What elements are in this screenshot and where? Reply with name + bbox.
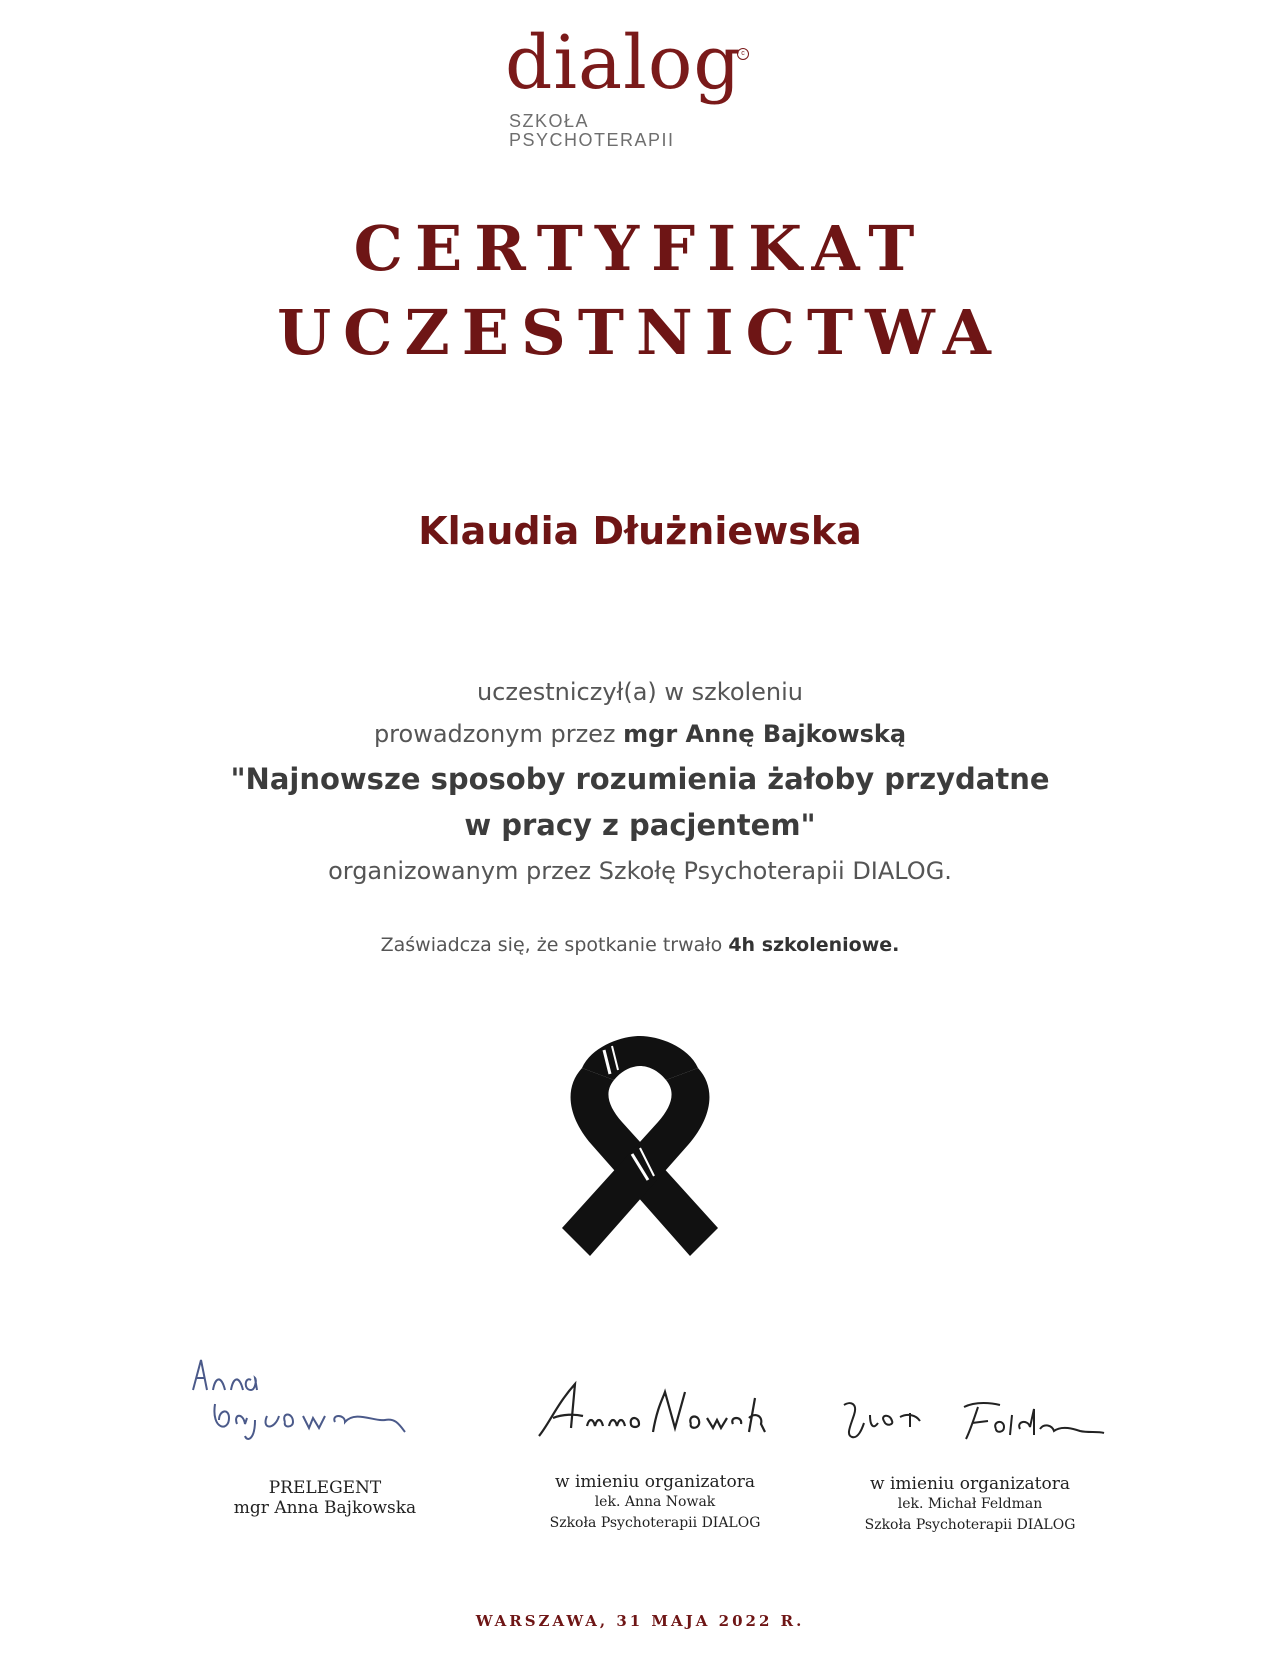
signature-handwriting-1 — [185, 1350, 445, 1440]
organizer-line: organizowanym przez Szkołę Psychoterapii DIALOG. — [328, 857, 952, 885]
certificate-title-line1: CERTYFIKAT — [353, 212, 927, 285]
logo-subtitle-line2: PSYCHOTERAPII — [509, 130, 675, 150]
lecturer-prefix: prowadzonym przez — [373, 720, 624, 748]
signature-block-3 — [835, 1474, 1105, 1535]
training-topic-line2: w pracy z pacjentem" — [464, 808, 816, 842]
copyright-icon: c — [737, 48, 749, 60]
signature-name-2: lek. Anna Nowak — [594, 1494, 716, 1511]
signature-name-1: mgr Anna Bajkowska — [233, 1498, 417, 1519]
signature-org-2: Szkoła Psychoterapii DIALOG — [549, 1514, 761, 1531]
certificate-title-line2: UCZESTNICTWA — [277, 296, 1003, 369]
duration-value: 4h szkoleniowe. — [728, 934, 900, 956]
signature-role-2: w imieniu organizatora — [555, 1472, 755, 1492]
signature-block-1 — [195, 1478, 455, 1519]
signature-name-3: lek. Michał Feldman — [897, 1496, 1043, 1513]
dialog-logo — [505, 20, 765, 152]
duration-prefix: Zaświadcza się, że spotkanie trwało — [380, 934, 729, 956]
signature-handwriting-2 — [535, 1378, 775, 1448]
place-and-date: WARSZAWA, 31 MAJA 2022 R. — [475, 1612, 805, 1630]
signature-role-1: PRELEGENT — [268, 1478, 382, 1498]
logo-subtitle-line1: SZKOŁA — [509, 111, 590, 131]
signature-org-3: Szkoła Psychoterapii DIALOG — [864, 1516, 1076, 1533]
signature-role-3: w imieniu organizatora — [870, 1474, 1070, 1494]
training-topic-line1: "Najnowsze sposoby rozumienia żałoby przydatne — [230, 762, 1050, 796]
mourning-ribbon-icon — [552, 1030, 728, 1258]
duration-line — [0, 934, 1280, 956]
participant-name: Klaudia Dłużniewska — [418, 509, 862, 553]
logo-wordmark: dialog — [505, 20, 742, 106]
signature-block-2 — [520, 1472, 790, 1533]
lecturer-name: mgr Annę Bajkowską — [623, 720, 907, 748]
participation-text: uczestniczył(a) w szkoleniu — [476, 678, 804, 706]
lecturer-line — [0, 720, 1280, 748]
signature-handwriting-3 — [840, 1395, 1110, 1450]
